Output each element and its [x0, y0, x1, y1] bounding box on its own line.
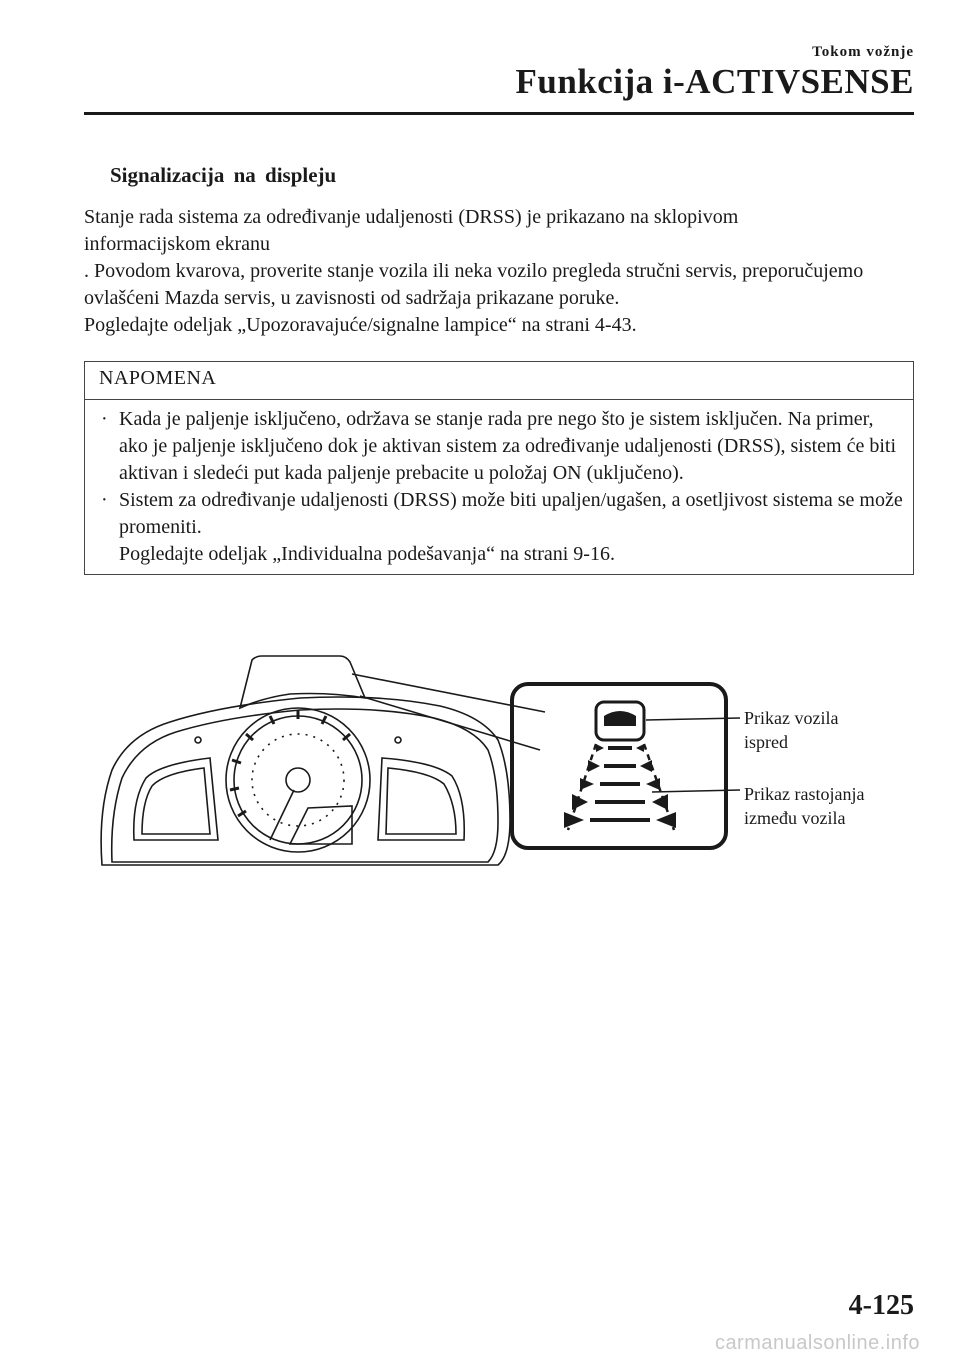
speedometer-scale: [252, 734, 344, 826]
cluster-inner-bezel: [112, 709, 498, 862]
note-item-text-main: Sistem za određivanje udaljenosti (DRSS) može biti upaljen/ugašen, a osetljivost sistema se može promeniti.: [119, 489, 903, 538]
vehicle-ahead-body: [604, 711, 636, 726]
note-item-text: Kada je paljenje isključeno, održava se stanje rada pre nego što je sistem isključen. Na primer, ako je paljenje isključeno dok je aktivan sistem za određivanje udaljenosti (DRSS), sistem će biti aktivan i sledeći put kada paljenje prebacite u položaj ON (uključeno).: [119, 408, 897, 484]
indicator-dot: [395, 737, 401, 743]
leader-line: [352, 674, 545, 712]
label-vehicle-line-2: ispred: [744, 732, 788, 752]
right-display-inner: [386, 768, 456, 834]
label-vehicle-line-1: Prikaz vozila: [744, 708, 839, 728]
paragraph-3: Pogledajte odeljak „Upozoravajuće/signalne lampice“ na strani 4-43.: [84, 314, 637, 336]
note-item: [101, 487, 903, 568]
head-up-display: [240, 656, 365, 708]
note-box: [84, 361, 914, 575]
speedometer-outer: [226, 708, 370, 852]
watermark: carmanualsonline.info: [714, 1332, 920, 1354]
distance-bars: [590, 746, 650, 822]
note-item-reference: Pogledajte odeljak „Individualna podešavanja“ na strani 9-16.: [119, 543, 615, 565]
instrument-cluster-figure: [90, 640, 910, 880]
needle-hub: [286, 768, 310, 792]
header-divider: [84, 112, 914, 115]
chapter-label: Tokom vožnje: [812, 44, 914, 60]
paragraph-2: . Povodom kvarova, proverite stanje vozila ili neka vozilo pregleda stručni servis, preporučujemo ovlašćeni Mazda servis, u zavisnosti od sadržaja prikazane poruke.: [84, 260, 864, 309]
cluster-illustration: [90, 640, 910, 880]
indicator-dot: [195, 737, 201, 743]
drss-display-panel: [512, 684, 740, 848]
body-text: [84, 204, 914, 339]
paragraph-1: Stanje rada sistema za određivanje udaljenosti (DRSS) je prikazano na sklopivom informacijskom ekranu: [84, 206, 739, 255]
bullet: ·: [101, 408, 108, 430]
bullet: ·: [101, 489, 108, 511]
label-distance: [744, 782, 864, 830]
label-vehicle-ahead: [744, 706, 838, 754]
label-distance-line-2: između vozila: [744, 808, 846, 828]
note-item-text: [119, 487, 903, 568]
label-distance-line-1: Prikaz rastojanja: [744, 784, 865, 804]
page-number: 4-125: [848, 1290, 914, 1321]
note-body: [85, 400, 913, 574]
note-item: [101, 406, 903, 487]
left-display-inner: [142, 768, 210, 834]
speedometer-ring: [234, 716, 362, 844]
section-heading: Signalizacija na displeju: [110, 163, 337, 187]
speed-needle: [270, 790, 294, 840]
page-title: Funkcija i-ACTIVSENSE: [515, 62, 914, 101]
note-title: NAPOMENA: [85, 362, 913, 400]
